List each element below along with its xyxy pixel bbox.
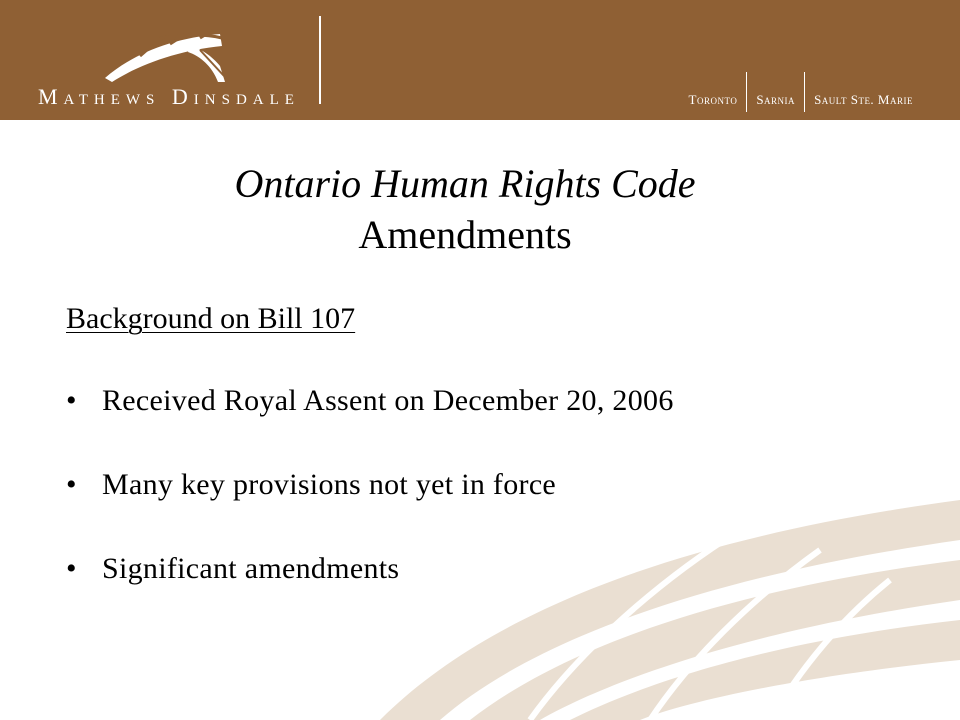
bullet-dot: •	[66, 468, 77, 501]
header-band	[0, 0, 960, 120]
bullet-text: Significant amendments	[102, 552, 400, 585]
office-toronto: Toronto	[688, 92, 738, 107]
bullet-text: Many key provisions not yet in force	[102, 468, 557, 501]
bullet-item	[66, 468, 674, 552]
bullet-dot: •	[66, 384, 77, 417]
slide-title	[0, 158, 930, 260]
office-sarnia: Sarnia	[756, 92, 796, 107]
header-divider	[319, 16, 321, 104]
bullet-item	[66, 384, 674, 468]
bullet-dot: •	[66, 552, 77, 585]
office-list	[680, 88, 922, 112]
section-heading: Background on Bill 107	[66, 302, 356, 335]
bullet-item	[66, 552, 674, 636]
bullet-list	[66, 384, 674, 636]
firm-name: Mathews Dinsdale	[38, 84, 300, 109]
slide-title-line2: Amendments	[358, 212, 572, 257]
slide-title-line1: Ontario Human Rights Code	[234, 161, 696, 206]
logo-mark-icon	[100, 26, 230, 86]
office-sault-ste-marie: Sault Ste. Marie	[814, 92, 913, 107]
bullet-text: Received Royal Assent on December 20, 2006	[102, 384, 674, 417]
